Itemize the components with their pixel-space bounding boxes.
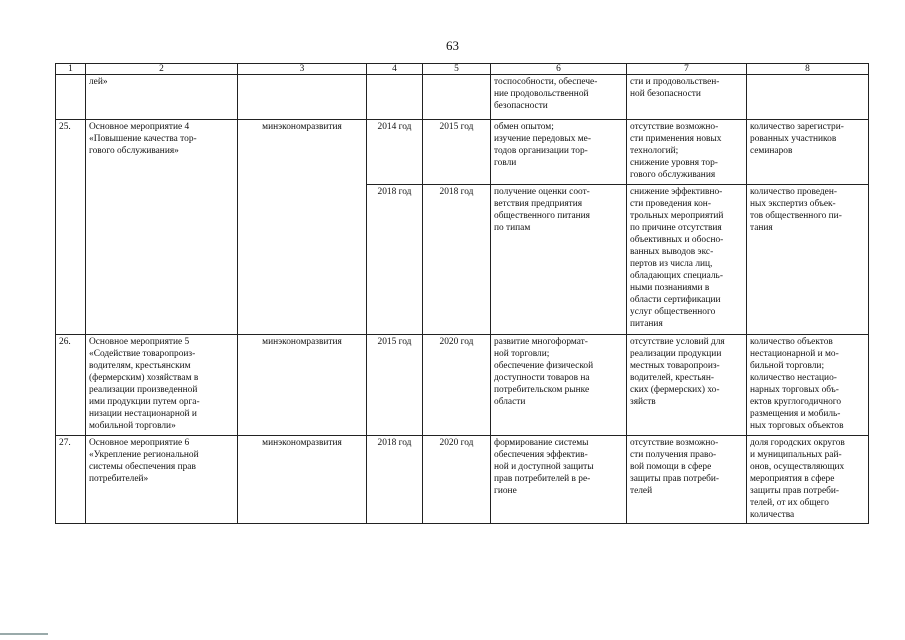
consequence-cell <box>627 436 747 524</box>
text-line: отсутствие условий для <box>630 337 725 347</box>
continuation-row <box>56 75 869 120</box>
column-header: 2 <box>86 64 238 75</box>
text-line: потребителей» <box>89 474 149 484</box>
text-line: Основное мероприятие 4 <box>89 122 190 132</box>
result-cell <box>491 185 627 335</box>
text-line: говли <box>494 158 517 168</box>
text-line: доступности товаров на <box>494 373 590 383</box>
end-cell <box>423 75 491 120</box>
end-cell: 2015 год <box>423 120 491 185</box>
text-line: сти применения новых <box>630 134 722 144</box>
text-line: ветствия предприятия <box>494 199 583 209</box>
start-cell: 2015 год <box>367 335 423 436</box>
text-line: семинаров <box>750 146 793 156</box>
program-measures-table <box>55 63 869 524</box>
text-line: снижение уровня тор- <box>630 158 718 168</box>
text-line: обеспечения эффектив- <box>494 450 588 460</box>
text-line: отсутствие возможно- <box>630 122 719 132</box>
consequence-cell <box>627 75 747 120</box>
text-line: технологий; <box>630 146 679 156</box>
text-line: отсутствие возможно- <box>630 438 719 448</box>
column-header: 4 <box>367 64 423 75</box>
text-line: количество нестацио- <box>750 373 837 383</box>
indicator-cell <box>747 185 869 335</box>
text-line: водителей, крестьян- <box>630 373 714 383</box>
result-cell <box>491 436 627 524</box>
text-line: и муниципальных рай- <box>750 450 842 460</box>
number-cell: 25. <box>56 120 86 335</box>
text-line: области сертификации <box>630 295 721 305</box>
text-line: (фермерским) хозяйствам в <box>89 373 199 383</box>
end-cell: 2018 год <box>423 185 491 335</box>
text-line: мобильной торговли» <box>89 421 176 431</box>
text-line: «Укрепление региональной <box>89 450 199 460</box>
start-cell: 2018 год <box>367 436 423 524</box>
text-line: тов общественного пи- <box>750 211 842 221</box>
executor-cell <box>238 75 367 120</box>
text-line: «Содействие товаропроиз- <box>89 349 196 359</box>
indicator-cell <box>747 120 869 185</box>
text-line: тоспособности, обеспече- <box>494 77 598 87</box>
number-cell <box>56 75 86 120</box>
text-line: нарных торговых объ- <box>750 385 839 395</box>
text-line: пертов из числа лиц, <box>630 259 713 269</box>
result-cell <box>491 75 627 120</box>
text-line: по типам <box>494 223 531 233</box>
text-line: ских (фермерских) хо- <box>630 385 720 395</box>
text-line: ванных выводов экс- <box>630 247 714 257</box>
text-line: сти проведения кон- <box>630 199 711 209</box>
text-line: гового обслуживания» <box>89 146 179 156</box>
text-line: низации нестационарной и <box>89 409 197 419</box>
indicator-cell <box>747 436 869 524</box>
start-cell: 2018 год <box>367 185 423 335</box>
text-line: общественного питания <box>494 211 590 221</box>
consequence-cell <box>627 120 747 185</box>
text-line: местных товаропроиз- <box>630 361 720 371</box>
text-line: сти и продовольствен- <box>630 77 720 87</box>
text-line: безопасности <box>494 101 548 111</box>
text-line: объективных и обосно- <box>630 235 724 245</box>
text-line: ной и доступной защиты <box>494 462 594 472</box>
consequence-cell <box>627 335 747 436</box>
text-line: защиты прав потреби- <box>750 486 840 496</box>
page-number: 63 <box>446 38 459 53</box>
start-cell <box>367 75 423 120</box>
table-row-26 <box>56 335 869 436</box>
text-line: онов, осуществляющих <box>750 462 845 472</box>
text-line: защиты прав потреби- <box>630 474 720 484</box>
text-line: услуг общественного <box>630 307 716 317</box>
number-cell: 27. <box>56 436 86 524</box>
text-line: водителям, крестьянским <box>89 361 191 371</box>
text-line: развитие многоформат- <box>494 337 588 347</box>
table-row-27 <box>56 436 869 524</box>
column-numbers-row <box>56 64 869 75</box>
text-line: доля городских округов <box>750 438 845 448</box>
text-line: зяйств <box>630 397 656 407</box>
text-line: сти получения право- <box>630 450 717 460</box>
text-line: гионе <box>494 486 517 496</box>
text-line: гового обслуживания <box>630 170 716 180</box>
column-header: 1 <box>56 64 86 75</box>
text-line: снижение эффективно- <box>630 187 723 197</box>
text-line: ной безопасности <box>630 89 701 99</box>
text-line: обладающих специаль- <box>630 271 723 281</box>
text-line: питания <box>630 319 663 329</box>
text-line: лей» <box>89 77 108 87</box>
text-line: реализации продукции <box>630 349 722 359</box>
column-header: 5 <box>423 64 491 75</box>
text-line: телей <box>630 486 653 496</box>
text-line: рованных участников <box>750 134 837 144</box>
text-line: по причине отсутствия <box>630 223 722 233</box>
scan-edge-mark <box>0 633 48 635</box>
text-line: изучение передовых ме- <box>494 134 591 144</box>
text-line: Основное мероприятие 6 <box>89 438 190 448</box>
text-line: ных торговых объектов <box>750 421 844 431</box>
executor-cell: минэкономразвития <box>238 436 367 524</box>
measure-name-cell <box>86 120 238 335</box>
column-header: 3 <box>238 64 367 75</box>
text-line: ектов круглогодичного <box>750 397 842 407</box>
text-line: телей, от их общего <box>750 498 829 508</box>
measure-name-cell <box>86 436 238 524</box>
text-line: прав потребителей в ре- <box>494 474 591 484</box>
text-line: трольных мероприятий <box>630 211 724 221</box>
consequence-cell <box>627 185 747 335</box>
column-header: 8 <box>747 64 869 75</box>
executor-cell: минэкономразвития <box>238 335 367 436</box>
text-line: Основное мероприятие 5 <box>89 337 190 347</box>
result-cell <box>491 335 627 436</box>
text-line: тания <box>750 223 773 233</box>
text-line: ных экспертиз объек- <box>750 199 836 209</box>
text-line: нестационарной и мо- <box>750 349 839 359</box>
text-line: количество проведен- <box>750 187 837 197</box>
text-line: тодов организации тор- <box>494 146 588 156</box>
text-line: количество зарегистри- <box>750 122 844 132</box>
text-line: потребительском рынке <box>494 385 590 395</box>
text-line: обмен опытом; <box>494 122 554 132</box>
text-line: ние продовольственной <box>494 89 589 99</box>
executor-cell: минэкономразвития <box>238 120 367 335</box>
result-cell <box>491 120 627 185</box>
indicator-cell <box>747 75 869 120</box>
text-line: ной торговли; <box>494 349 550 359</box>
text-line: «Повышение качества тор- <box>89 134 197 144</box>
text-line: мероприятия в сфере <box>750 474 835 484</box>
end-cell: 2020 год <box>423 436 491 524</box>
text-line: количество объектов <box>750 337 833 347</box>
text-line: вой помощи в сфере <box>630 462 712 472</box>
text-line: системы обеспечения прав <box>89 462 196 472</box>
measure-name-cell <box>86 335 238 436</box>
text-line: количества <box>750 510 795 520</box>
text-line: размещения и мобиль- <box>750 409 841 419</box>
text-line: бильной торговли; <box>750 361 825 371</box>
text-line: формирование системы <box>494 438 589 448</box>
text-line: реализации произведенной <box>89 385 198 395</box>
table-row-25a <box>56 120 869 185</box>
text-line: ными познаниями в <box>630 283 710 293</box>
text-line: получение оценки соот- <box>494 187 590 197</box>
start-cell: 2014 год <box>367 120 423 185</box>
text-line: ими продукции путем орга- <box>89 397 200 407</box>
text-line: обеспечение физической <box>494 361 594 371</box>
end-cell: 2020 год <box>423 335 491 436</box>
number-cell: 26. <box>56 335 86 436</box>
measure-name-cell <box>86 75 238 120</box>
indicator-cell <box>747 335 869 436</box>
column-header: 7 <box>627 64 747 75</box>
text-line: области <box>494 397 526 407</box>
column-header: 6 <box>491 64 627 75</box>
